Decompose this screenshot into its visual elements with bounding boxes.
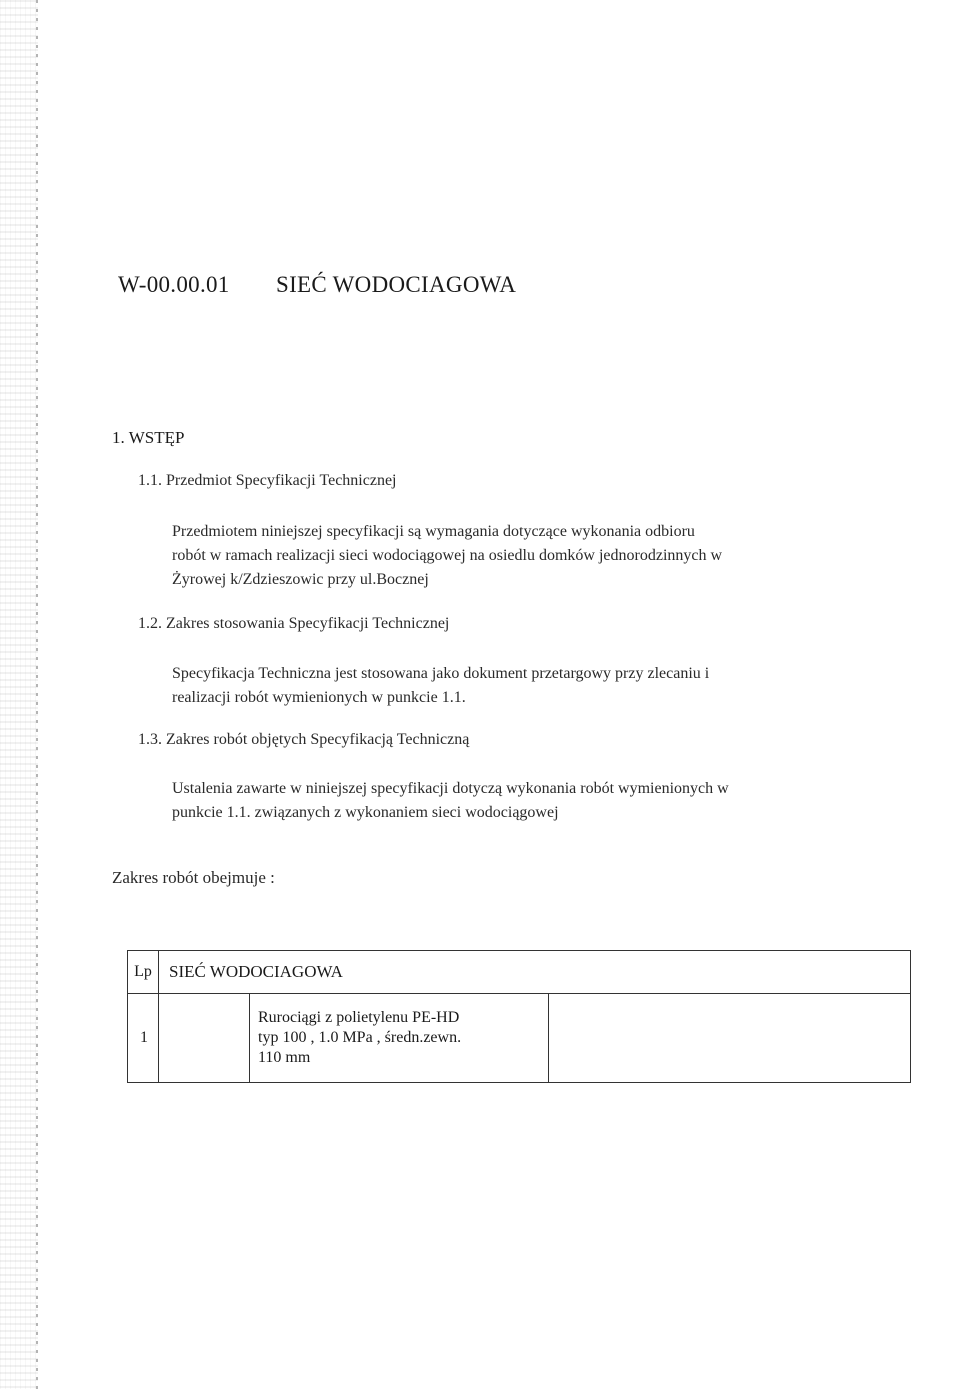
subsection-heading-1-3: 1.3. Zakres robót objętych Specyfikacją Techniczną [138,731,470,748]
description-line: typ 100 , 1.0 MPa , średn.zewn. [258,1029,462,1046]
paragraph-line: Ustalenia zawarte w niniejszej specyfikacji dotyczą wykonania robót wymienionych w [172,780,729,797]
paragraph-line: Żyrowej k/Zdzieszowic przy ul.Bocznej [172,571,429,588]
row-description [250,994,549,1083]
paragraph-line: Przedmiotem niniejszej specyfikacji są wymagania dotyczące wykonania odbioru [172,523,695,540]
table-header-row [128,951,911,994]
header-title: SIEĆ WODOCIAGOWA [159,951,549,994]
row-spacer-cell [159,994,250,1083]
paragraph-line: Specyfikacja Techniczna jest stosowana jako dokument przetargowy przy zlecaniu i [172,665,710,682]
scan-edge-artifact [0,0,38,1389]
scope-table [127,950,911,1083]
document-code: W-00.00.01 [118,272,230,297]
header-lp: Lp [128,951,159,994]
paragraph-line: realizacji robót wymienionych w punkcie 1.1. [172,689,466,706]
description-line: Rurociągi z polietylenu PE-HD [258,1009,460,1026]
subsection-heading-1-1: 1.1. Przedmiot Specyfikacji Technicznej [138,472,397,489]
section-heading: 1. WSTĘP [112,428,185,447]
row-lp: 1 [128,994,159,1083]
table-row [128,994,911,1083]
description-line: 110 mm [258,1049,311,1066]
row-empty-cell [549,994,911,1083]
document-title [118,272,516,298]
paragraph-line: robót w ramach realizacji sieci wodociągowej na osiedlu domków jednorodzinnych w [172,547,723,564]
paragraph-line: punkcie 1.1. związanych z wykonaniem sieci wodociągowej [172,804,559,821]
document-title-text: SIEĆ WODOCIAGOWA [276,272,517,297]
subsection-heading-1-2: 1.2. Zakres stosowania Specyfikacji Technicznej [138,615,450,632]
header-empty [549,951,911,994]
scope-label: Zakres robót obejmuje : [112,868,275,887]
